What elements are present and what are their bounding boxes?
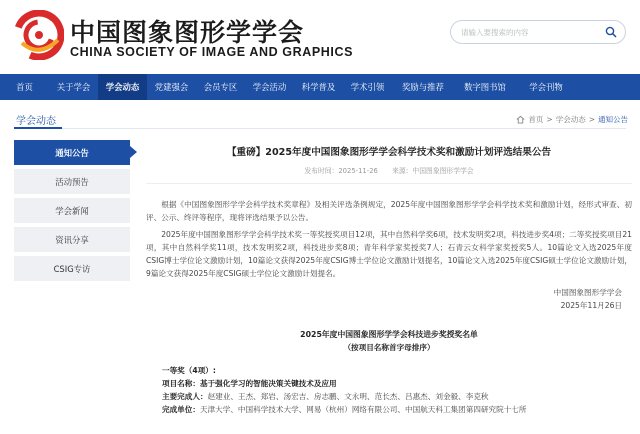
article-title: 【重磅】2025年度中国图象图形学学会科学技术奖和激励计划评选结果公告 (226, 147, 552, 158)
units-names: 天津大学、中国科学技术大学、网易（杭州）网络有限公司、中国航天科工集团第四研究院十七所 (199, 405, 527, 414)
section-title: 学会动态 (16, 116, 56, 127)
nav-item-events[interactable]: 学会活动 (252, 82, 287, 92)
article-paragraph: 根据《中国图象图形学学会科学技术奖章程》及相关评选条例规定，2025年度中国图象图形学学会科学技术奖和激励计划，经形式审查、初评、公示、终评等程序，现将评选结果予以公告。 (146, 200, 632, 222)
units-label: 完成单位： (162, 405, 200, 414)
nav-item-academic[interactable]: 学术引领 (350, 82, 385, 92)
breadcrumb-separator: > (546, 115, 553, 124)
people-names: 赵建业、王杰、郑岩、汤宏吉、房志鹏、文永明、范长杰、吕惠杰、刘金毅、李克秋 (207, 392, 489, 401)
nav-item-news[interactable]: 学会动态 (98, 74, 147, 100)
nav-item-awards[interactable]: 奖励与推荐 (402, 82, 444, 92)
nav-item-science[interactable]: 科学普及 (301, 82, 336, 92)
search-icon[interactable] (605, 26, 617, 38)
article (146, 138, 632, 416)
nav-item-about[interactable]: 关于学会 (56, 82, 91, 92)
people-label: 主要完成人： (162, 392, 208, 401)
section-divider-accent (14, 127, 62, 129)
home-icon (516, 115, 525, 124)
sidebar-item-events-preview[interactable]: 活动预告 (14, 169, 130, 194)
project-row (146, 377, 632, 390)
nav-item-journals[interactable]: 学会刊物 (529, 82, 563, 92)
breadcrumb (516, 114, 628, 125)
award-grade: 一等奖（4项）: (162, 366, 216, 375)
nav-item-members[interactable]: 会员专区 (203, 82, 238, 92)
meta-divider (146, 183, 632, 184)
article-meta (146, 165, 632, 175)
nav-item-party[interactable]: 党建强会 (154, 82, 189, 92)
breadcrumb-home[interactable]: 首页 (528, 115, 544, 124)
article-paragraph: 2025年度中国图象图形学学会科学技术奖一等奖授奖项目12项，其中自然科学奖6项，技术发明奖2项，科技进步奖4项；二等奖授奖项目21项，其中自然科学奖11项，技术发明奖2项，科技进步奖8项；青年科学家奖授奖7人；石青云女科学家奖授奖5人。10篇论文入选2025年度CSIG博士学位论文激励计划，10篇论文获得2025年度CSIG博士学位论文激励计划提名，10篇论文入选2025年度CSIG硕士学位论文激励计划，9篇论文获得2025年度CSIG硕士学位论文激励计划提名。 (146, 230, 632, 278)
award-list-title: 2025年度中国图象图形学学会科技进步奖授奖名单 (300, 330, 478, 339)
sidebar-item-notices[interactable]: 通知公告 (14, 140, 130, 165)
breadcrumb-news[interactable]: 学会动态 (555, 115, 586, 124)
project-name: 基于强化学习的智能决策关键技术及应用 (199, 379, 337, 388)
project-label: 项目名称： (162, 379, 200, 388)
csig-logo-icon[interactable] (14, 10, 64, 60)
publish-date: 发布时间：2025-11-26 (304, 167, 378, 175)
article-source: 来源：中国图象图形学学会 (392, 167, 474, 175)
main-nav (0, 74, 640, 100)
nav-item-library[interactable]: 数字图书馆 (464, 82, 506, 92)
nav-item-home[interactable]: 首页 (16, 82, 33, 92)
signature-org: 中国图象图形学学会 (553, 288, 622, 297)
units-row (146, 403, 632, 416)
search-input[interactable] (461, 24, 601, 40)
site-header (0, 0, 640, 74)
sidebar (14, 140, 130, 285)
sidebar-item-interviews[interactable]: CSIG专访 (14, 256, 130, 281)
section-divider (14, 128, 626, 129)
search-box (450, 20, 626, 44)
breadcrumb-current[interactable]: 通知公告 (598, 115, 628, 124)
brand-name-en: CHINA SOCIETY OF IMAGE AND GRAPHICS (70, 45, 354, 59)
breadcrumb-separator: > (588, 115, 595, 124)
people-row (146, 390, 632, 403)
sidebar-item-info-share[interactable]: 资讯分享 (14, 227, 130, 252)
brand-name-cn: 中国图象图形学学会 (70, 18, 305, 47)
award-list-subtitle: （按项目名称首字母排序） (343, 343, 435, 352)
sidebar-item-news[interactable]: 学会新闻 (14, 198, 130, 223)
signature-date: 2025年11月26日 (560, 301, 622, 310)
